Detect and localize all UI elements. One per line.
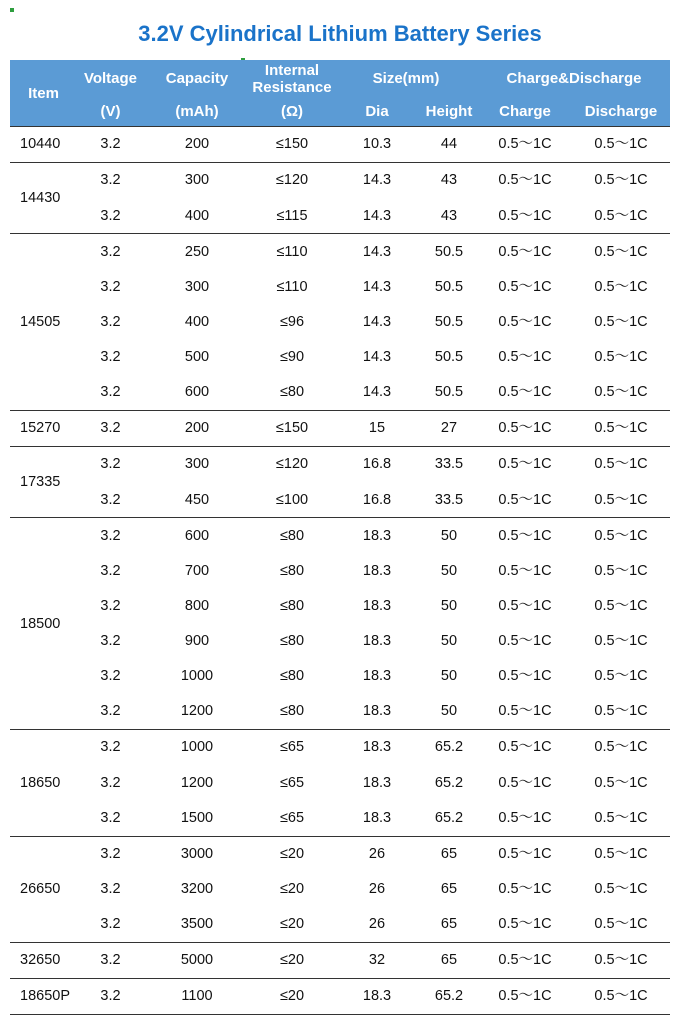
cell-discharge: 0.5～1C	[572, 447, 670, 483]
cell-dia: 10.3	[334, 127, 420, 163]
cell-dia: 18.3	[362, 633, 392, 650]
cell-voltage: 3.2	[100, 597, 121, 614]
cell-voltage: 3.2	[100, 278, 121, 295]
cell-dia: 18.3	[362, 703, 392, 720]
table-row	[10, 234, 670, 270]
cell-discharge: 0.5～1C	[572, 127, 670, 163]
cell-item: 18650	[10, 730, 77, 836]
cell-capacity: 1100	[144, 979, 250, 1015]
cell-charge: 0.5～1C	[498, 349, 552, 366]
cell-capacity: 800	[184, 597, 210, 614]
cell-discharge: 0.5～1C	[594, 384, 648, 401]
cell-capacity: 1500	[180, 809, 214, 826]
cell-dia: 26	[368, 880, 386, 897]
cell-height: 50.5	[434, 313, 464, 330]
cell-capacity: 700	[184, 562, 210, 579]
cell-discharge: 0.5～1C	[594, 809, 648, 826]
table-row	[10, 907, 670, 943]
cell-height: 33.5	[434, 491, 464, 508]
cell-voltage: 3.2	[100, 774, 121, 791]
cell-discharge: 0.5～1C	[594, 880, 648, 897]
cell-height: 65	[440, 880, 458, 897]
cell-resistance: ≤20	[279, 880, 305, 897]
cell-height: 65.2	[434, 774, 464, 791]
table-row	[10, 659, 670, 694]
cell-dia: 14.3	[362, 384, 392, 401]
cell-voltage: 3.2	[77, 836, 144, 872]
table-row	[10, 163, 670, 199]
table-row	[10, 554, 670, 589]
cell-resistance: ≤120	[250, 447, 334, 483]
table-row	[10, 872, 670, 907]
cell-charge: 0.5～1C	[478, 234, 572, 270]
cell-capacity: 450	[184, 491, 210, 508]
cell-dia: 14.3	[362, 278, 392, 295]
cell-voltage: 3.2	[100, 668, 121, 685]
header-dia: Dia	[334, 97, 420, 127]
cell-height: 50	[440, 668, 458, 685]
cell-height: 50.5	[420, 234, 478, 270]
cell-capacity: 200	[144, 127, 250, 163]
table-row	[10, 589, 670, 624]
table-row	[10, 198, 670, 234]
cell-item: 14505	[10, 234, 77, 411]
cell-discharge: 0.5～1C	[594, 313, 648, 330]
header-height: Height	[420, 97, 478, 127]
cell-dia: 16.8	[334, 447, 420, 483]
cell-dia: 18.3	[362, 774, 392, 791]
cell-dia: 16.8	[362, 491, 392, 508]
cell-capacity: 1000	[144, 730, 250, 766]
cell-dia: 18.3	[362, 597, 392, 614]
cell-item: 10440	[10, 127, 77, 163]
cell-voltage: 3.2	[100, 384, 121, 401]
cell-charge: 0.5～1C	[478, 163, 572, 199]
cell-resistance: ≤120	[250, 163, 334, 199]
cell-capacity: 500	[184, 349, 210, 366]
cell-dia: 15	[334, 411, 420, 447]
table-row	[10, 624, 670, 659]
cell-dia: 14.3	[362, 207, 392, 224]
cell-resistance: ≤80	[279, 633, 305, 650]
cell-voltage: 3.2	[100, 916, 121, 933]
cell-capacity: 600	[184, 384, 210, 401]
table-row	[10, 979, 670, 1015]
table-row	[10, 482, 670, 518]
cell-voltage: 3.2	[77, 518, 144, 554]
cell-resistance: ≤80	[279, 668, 305, 685]
cell-height: 50	[440, 562, 458, 579]
cell-voltage: 3.2	[100, 633, 121, 650]
header-voltage-unit: (V)	[77, 97, 144, 127]
cell-height: 50	[440, 597, 458, 614]
table-row	[10, 411, 670, 447]
cell-height: 65	[440, 916, 458, 933]
cell-resistance: ≤65	[279, 774, 305, 791]
cell-resistance: ≤100	[275, 491, 309, 508]
cell-charge: 0.5～1C	[498, 207, 552, 224]
cell-charge: 0.5～1C	[478, 730, 572, 766]
table-row	[10, 800, 670, 836]
cell-capacity: 300	[144, 447, 250, 483]
cell-resistance: ≤90	[279, 349, 305, 366]
cell-voltage: 3.2	[77, 234, 144, 270]
header-charge-discharge: Charge&Discharge	[478, 60, 670, 97]
cell-capacity: 1200	[180, 774, 214, 791]
cell-item: 17335	[10, 447, 77, 518]
cell-discharge: 0.5～1C	[572, 518, 670, 554]
cell-dia: 14.3	[362, 313, 392, 330]
cell-resistance: ≤80	[279, 597, 305, 614]
table-row	[10, 305, 670, 340]
cell-dia: 14.3	[334, 163, 420, 199]
cell-height: 65.2	[420, 979, 478, 1015]
cell-capacity: 300	[144, 163, 250, 199]
cell-voltage: 3.2	[77, 979, 144, 1015]
cell-charge: 0.5～1C	[498, 313, 552, 330]
cell-resistance: ≤110	[250, 234, 334, 270]
cell-voltage: 3.2	[100, 491, 121, 508]
header-capacity-unit: (mAh)	[144, 97, 250, 127]
cell-height: 33.5	[420, 447, 478, 483]
cell-discharge: 0.5～1C	[572, 163, 670, 199]
cell-capacity: 300	[184, 278, 210, 295]
cell-item: 32650	[10, 942, 77, 978]
cell-discharge: 0.5～1C	[572, 234, 670, 270]
cell-capacity: 5000	[144, 942, 250, 978]
cell-charge: 0.5～1C	[498, 880, 552, 897]
cell-charge: 0.5～1C	[478, 447, 572, 483]
cell-discharge: 0.5～1C	[594, 668, 648, 685]
cell-resistance: ≤20	[250, 942, 334, 978]
table-row	[10, 942, 670, 978]
cell-capacity: 900	[184, 633, 210, 650]
cell-height: 65	[420, 836, 478, 872]
cell-capacity: 200	[144, 411, 250, 447]
cell-voltage: 3.2	[100, 703, 121, 720]
cell-capacity: 3500	[180, 916, 214, 933]
cell-voltage: 3.2	[100, 207, 121, 224]
cell-charge: 0.5～1C	[478, 518, 572, 554]
battery-spec-table	[10, 60, 670, 1015]
cell-resistance: ≤65	[250, 730, 334, 766]
table-row	[10, 694, 670, 730]
cell-discharge: 0.5～1C	[594, 349, 648, 366]
cell-height: 50	[420, 518, 478, 554]
cell-voltage: 3.2	[77, 942, 144, 978]
cell-voltage: 3.2	[77, 447, 144, 483]
header-capacity: Capacity	[144, 60, 250, 97]
cell-dia: 26	[368, 916, 386, 933]
cell-dia: 18.3	[334, 979, 420, 1015]
cell-resistance: ≤96	[279, 313, 305, 330]
cell-resistance: ≤80	[279, 384, 305, 401]
cell-resistance: ≤65	[279, 809, 305, 826]
cell-resistance: ≤115	[276, 207, 308, 224]
cell-charge: 0.5～1C	[498, 916, 552, 933]
cell-resistance: ≤20	[250, 836, 334, 872]
cell-height: 50.5	[434, 384, 464, 401]
cell-discharge: 0.5～1C	[572, 411, 670, 447]
table-body	[10, 127, 670, 1015]
cell-charge: 0.5～1C	[478, 836, 572, 872]
cell-height: 27	[420, 411, 478, 447]
cell-capacity: 600	[144, 518, 250, 554]
cell-charge: 0.5～1C	[498, 774, 552, 791]
cell-discharge: 0.5～1C	[594, 207, 648, 224]
cell-capacity: 250	[144, 234, 250, 270]
cell-discharge: 0.5～1C	[594, 597, 648, 614]
cell-dia: 14.3	[362, 349, 392, 366]
cell-discharge: 0.5～1C	[572, 730, 670, 766]
table-row	[10, 765, 670, 800]
cell-discharge: 0.5～1C	[572, 979, 670, 1015]
cell-height: 44	[420, 127, 478, 163]
table-row	[10, 518, 670, 554]
cell-resistance: ≤80	[279, 562, 305, 579]
cell-resistance: ≤80	[250, 518, 334, 554]
cell-height: 50	[440, 703, 458, 720]
header-size: Size(mm)	[334, 60, 478, 97]
cell-voltage: 3.2	[100, 349, 121, 366]
cell-discharge: 0.5～1C	[594, 633, 648, 650]
cell-capacity: 3000	[144, 836, 250, 872]
cell-charge: 0.5～1C	[498, 668, 552, 685]
cell-capacity: 3200	[180, 880, 214, 897]
table-header	[10, 60, 670, 127]
cell-resistance: ≤150	[250, 411, 334, 447]
cell-charge: 0.5～1C	[478, 979, 572, 1015]
cell-voltage: 3.2	[100, 313, 121, 330]
cell-height: 50.5	[434, 278, 464, 295]
cell-capacity: 1200	[180, 703, 214, 720]
cell-resistance: ≤20	[250, 979, 334, 1015]
cell-height: 50	[440, 633, 458, 650]
cell-discharge: 0.5～1C	[594, 491, 648, 508]
cell-discharge: 0.5～1C	[572, 836, 670, 872]
cell-charge: 0.5～1C	[498, 809, 552, 826]
cell-height: 43	[420, 163, 478, 199]
cell-voltage: 3.2	[100, 880, 121, 897]
page-title: 3.2V Cylindrical Lithium Battery Series	[138, 21, 542, 46]
cell-dia: 26	[334, 836, 420, 872]
cell-discharge: 0.5～1C	[594, 562, 648, 579]
cell-height: 65	[420, 942, 478, 978]
cell-height: 43	[440, 207, 458, 224]
table-row	[10, 836, 670, 872]
table-row	[10, 270, 670, 305]
header-voltage: Voltage	[77, 60, 144, 97]
cell-charge: 0.5～1C	[478, 127, 572, 163]
cell-discharge: 0.5～1C	[594, 703, 648, 720]
header-resistance: Internal Resistance	[250, 60, 334, 97]
table-row	[10, 127, 670, 163]
cell-discharge: 0.5～1C	[594, 916, 648, 933]
cell-dia: 18.3	[362, 809, 392, 826]
cell-discharge: 0.5～1C	[572, 942, 670, 978]
cell-capacity: 400	[184, 313, 210, 330]
cell-dia: 18.3	[362, 562, 392, 579]
cell-dia: 32	[334, 942, 420, 978]
table-row	[10, 375, 670, 411]
cell-resistance: ≤110	[276, 278, 308, 295]
cell-capacity: 400	[184, 207, 210, 224]
table-row	[10, 730, 670, 766]
header-item: Item	[10, 60, 77, 127]
cell-discharge: 0.5～1C	[594, 278, 648, 295]
cell-charge: 0.5～1C	[478, 411, 572, 447]
cell-voltage: 3.2	[77, 411, 144, 447]
cell-item: 14430	[10, 163, 77, 234]
cell-dia: 18.3	[334, 518, 420, 554]
cell-item: 26650	[10, 836, 77, 942]
cell-resistance: ≤150	[250, 127, 334, 163]
cell-discharge: 0.5～1C	[594, 774, 648, 791]
cell-height: 65.2	[420, 730, 478, 766]
cell-height: 50.5	[434, 349, 464, 366]
cell-item: 15270	[10, 411, 77, 447]
cell-charge: 0.5～1C	[498, 491, 552, 508]
header-charge: Charge	[478, 97, 572, 127]
cell-item: 18650P	[10, 979, 77, 1015]
cell-dia: 18.3	[362, 668, 392, 685]
cell-capacity: 1000	[180, 668, 214, 685]
cell-charge: 0.5～1C	[498, 384, 552, 401]
cell-height: 65.2	[434, 809, 464, 826]
cell-resistance: ≤20	[279, 916, 305, 933]
cell-voltage: 3.2	[100, 562, 121, 579]
cell-voltage: 3.2	[77, 127, 144, 163]
corner-mark-left	[10, 8, 14, 12]
cell-voltage: 3.2	[77, 730, 144, 766]
cell-voltage: 3.2	[100, 809, 121, 826]
cell-voltage: 3.2	[77, 163, 144, 199]
header-discharge: Discharge	[572, 97, 670, 127]
cell-charge: 0.5～1C	[498, 703, 552, 720]
cell-charge: 0.5～1C	[498, 278, 552, 295]
cell-charge: 0.5～1C	[478, 942, 572, 978]
cell-charge: 0.5～1C	[498, 597, 552, 614]
cell-item: 18500	[10, 518, 77, 730]
cell-dia: 14.3	[334, 234, 420, 270]
table-row	[10, 340, 670, 375]
cell-dia: 18.3	[334, 730, 420, 766]
cell-charge: 0.5～1C	[498, 562, 552, 579]
table-row	[10, 447, 670, 483]
cell-resistance: ≤80	[279, 703, 305, 720]
cell-charge: 0.5～1C	[498, 633, 552, 650]
header-resistance-unit: (Ω)	[250, 97, 334, 127]
